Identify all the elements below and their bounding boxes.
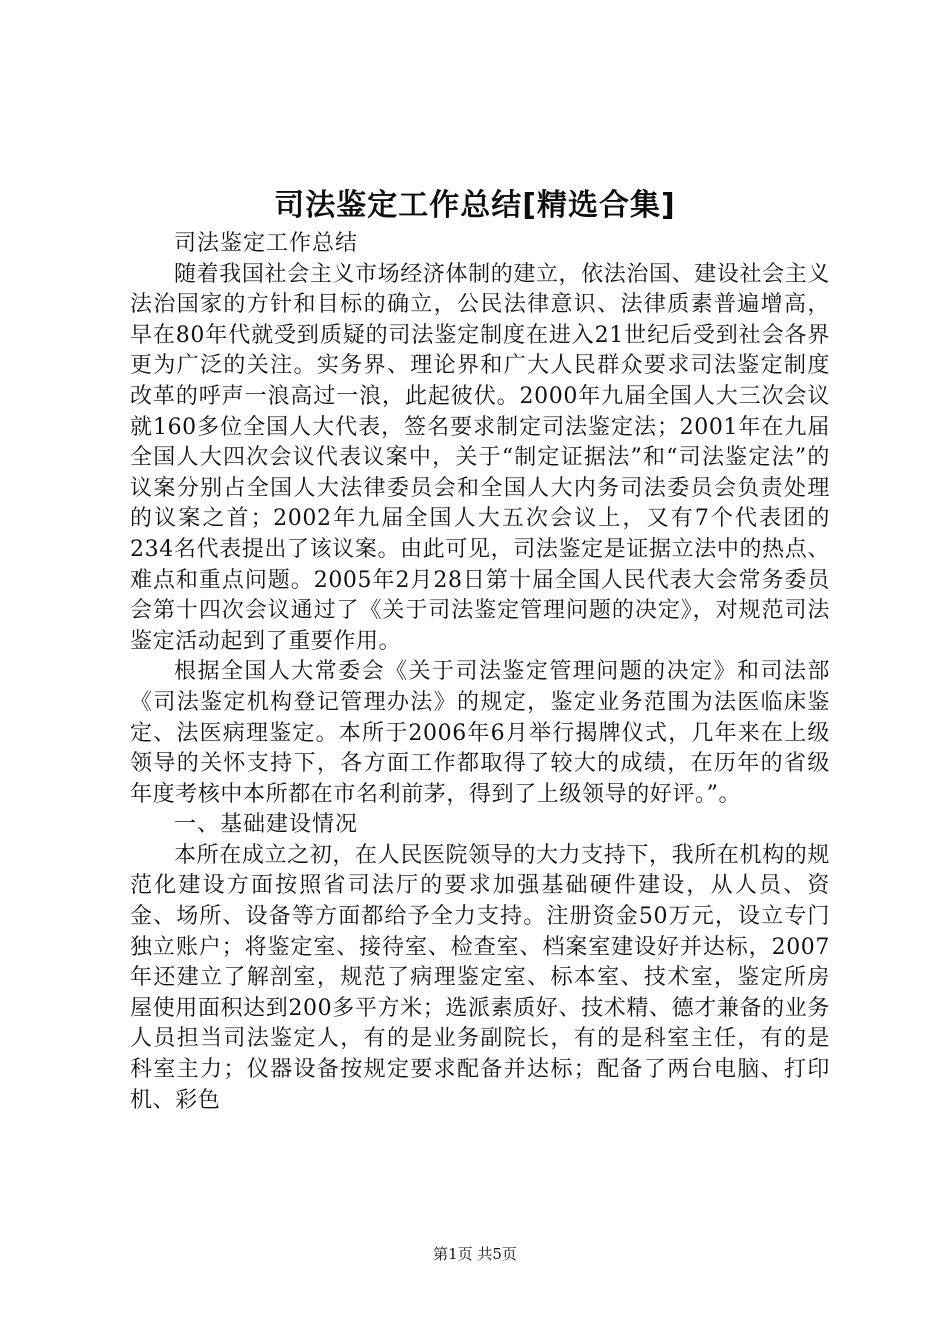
body-paragraph: 本所在成立之初，在人民医院领导的大力支持下，我所在机构的规范化建设方面按照省司法厅的要求加强基础硬件建设，从人员、资金、场所、设备等方面都给予全力支持。注册资金50万元，设立专门独立账户；将鉴定室、接待室、检查室、档案室建设好并达标，2007年还建立了解剖室，规范了病理鉴定室、标本室、技术室，鉴定所房屋使用面积达到200多平方米；选派素质好、技术精、德才兼备的业务人员担当司法鉴定人，有的是业务副院长，有的是科室主任，有的是科室主力；仪器设备按规定要求配备并达标；配备了两台电脑、打印机、彩色 bbox=[130, 842, 830, 1113]
page-footer: 第1页 共5页 bbox=[433, 1245, 517, 1263]
section-subtitle: 司法鉴定工作总结 bbox=[174, 231, 359, 256]
body-paragraph: 根据全国人大常委会《关于司法鉴定管理问题的决定》和司法部《司法鉴定机构登记管理办法》的规定，鉴定业务范围为法医临床鉴定、法医病理鉴定。本所于2006年6月举行揭牌仪式，几年来在上级领导的关怀支持下，各方面工作都取得了较大的成绩，在历年的省级年度考核中本所都在市名利前茅，得到了上级领导的好评。”。 bbox=[130, 659, 830, 807]
document-body bbox=[130, 229, 830, 1116]
section-heading: 一、基础建设情况 bbox=[174, 812, 359, 838]
document-title: 司法鉴定工作总结[精选合集] bbox=[274, 188, 676, 223]
body-paragraph: 随着我国社会主义市场经济体制的建立，依法治国、建设社会主义法治国家的方针和目标的确立，公民法律意识、法律质素普遍增高，早在80年代就受到质疑的司法鉴定制度在进入21世纪后受到社会各界更为广泛的关注。实务界、理论界和广大人民群众要求司法鉴定制度改革的呼声一浪高过一浪，此起彼伏。2000年九届全国人大三次会议就160多位全国人大代表，签名要求制定司法鉴定法；2001年在九届全国人大四次会议代表议案中，关于“制定证据法”和“司法鉴定法”的议案分别占全国人大法律委员会和全国人大内务司法委员会负责处理的议案之首；2002年九届全国人大五次会议上，又有7个代表团的234名代表提出了该议案。由此可见，司法鉴定是证据立法中的热点、难点和重点问题。2005年2月28日第十届全国人民代表大会常务委员会第十四次会议通过了《关于司法鉴定管理问题的决定》，对规范司法鉴定活动起到了重要作用。 bbox=[130, 261, 830, 654]
